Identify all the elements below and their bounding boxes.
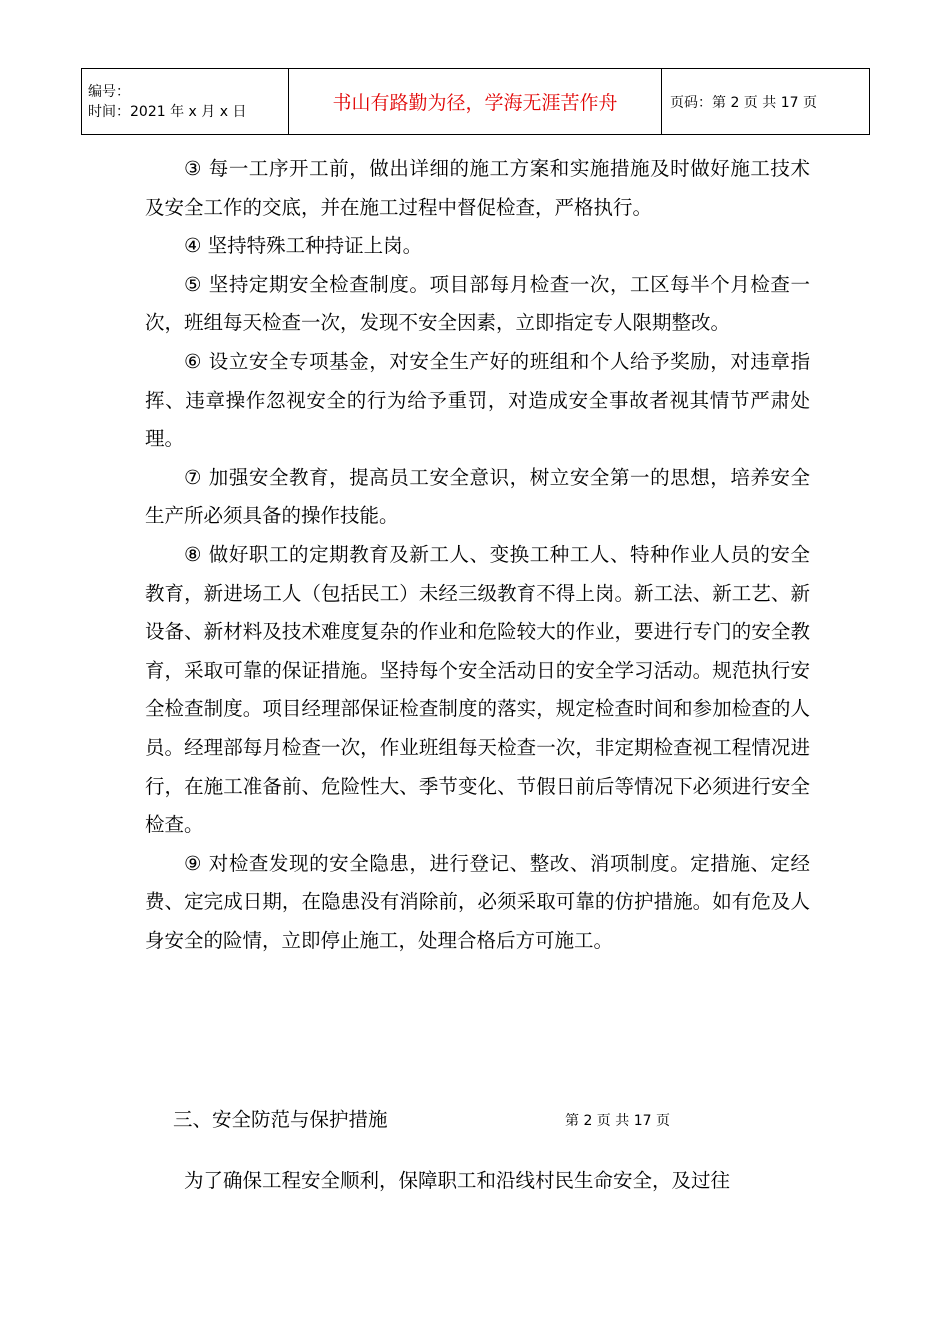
page-footer: 第 2 页 共 17 页 — [565, 1113, 670, 1129]
section-heading: 三、安全防范与保护措施 — [173, 1108, 388, 1131]
paragraph-item-5: ⑤ 坚持定期安全检查制度。项目部每月检查一次，工区每半个月检查一次，班组每天检查一次，发现不安全因素，立即指定专人限期整改。 — [145, 272, 810, 335]
document-body — [145, 150, 810, 960]
paragraph-item-8: ⑧ 做好职工的定期教育及新工人、变换工种工人、特种作业人员的安全教育，新进场工人（包括民工）未经三级教育不得上岗。新工法、新工艺、新设备、新材料及技术难度复杂的作业和危险较大的作业，要进行专门的安全教育，采取可靠的保证措施。坚持每个安全活动日的安全学习活动。规范执行安全检查制度。项目经理部保证检查制度的落实，规定检查时间和参加检查的人员。经理部每月检查一次，作业班组每天检查一次，非定期检查视工程情况进行，在施工准备前、危险性大、季节变化、节假日前后等情况下必须进行安全检查。 — [145, 542, 810, 837]
header-table — [81, 68, 870, 135]
date-label: 时间：2021 年 x 月 x 日 — [88, 103, 247, 120]
paragraph-item-9: ⑨ 对检查发现的安全隐患，进行登记、整改、消项制度。定措施、定经费、定完成日期，在隐患没有消除前，必须采取可靠的仿护措施。如有危及人身安全的险情，立即停止施工，处理合格后方可施工。 — [145, 851, 810, 952]
header-page-info: 页码：第 2 页 共 17 页 — [662, 69, 870, 135]
serial-number-label: 编号： — [88, 83, 130, 100]
continuation-paragraph: 为了确保工程安全顺利，保障职工和沿线村民生命安全，及过往 — [184, 1169, 731, 1192]
paragraph-item-4: ④ 坚持特殊工种持证上岗。 — [184, 234, 423, 258]
paragraph-item-7: ⑦ 加强安全教育，提高员工安全意识，树立安全第一的思想，培养安全生产所必须具备的操作技能。 — [145, 465, 810, 528]
header-meta-cell — [82, 69, 289, 135]
header-motto: 书山有路勤为径，学海无涯苦作舟 — [289, 69, 662, 135]
paragraph-item-6: ⑥ 设立安全专项基金，对安全生产好的班组和个人给予奖励，对违章指挥、违章操作忽视安全的行为给予重罚，对造成安全事故者视其情节严肃处理。 — [145, 349, 810, 451]
section-footer-row — [145, 1101, 810, 1139]
paragraph-item-3: ③ 每一工序开工前，做出详细的施工方案和实施措施及时做好施工技术及安全工作的交底，并在施工过程中督促检查，严格执行。 — [145, 157, 810, 219]
